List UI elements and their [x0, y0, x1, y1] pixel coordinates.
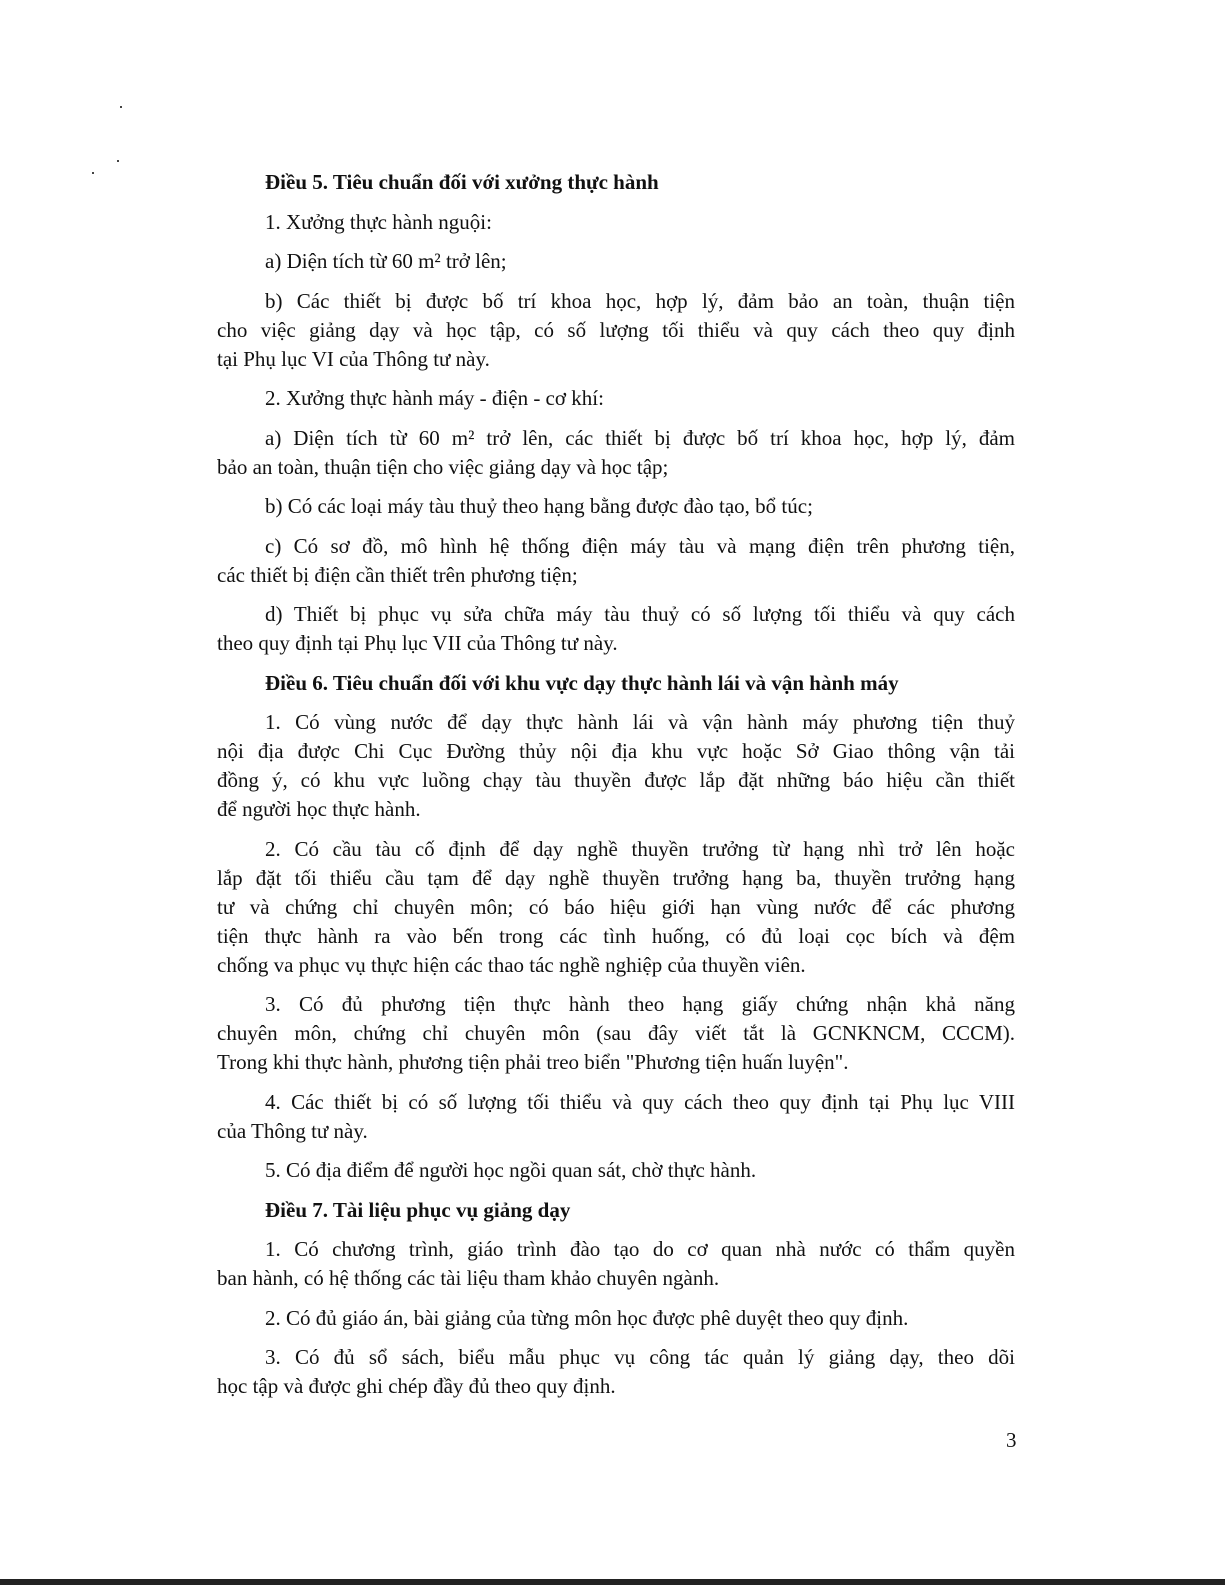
text-line: các thiết bị điện cần thiết trên phương tiện; [217, 562, 578, 587]
paragraph [217, 492, 1015, 521]
paragraph [217, 1304, 1015, 1333]
document-body [217, 168, 1015, 1401]
text-line: 5. Có địa điểm để người học ngồi quan sát, chờ thực hành. [265, 1158, 757, 1182]
text-line: ban hành, có hệ thống các tài liệu tham khảo chuyên ngành. [217, 1266, 720, 1290]
text-line: của Thông tư này. [217, 1118, 368, 1143]
text-line: c) Có sơ đồ, mô hình hệ thống điện máy tàu và mạng điện trên phương tiện, [265, 533, 1015, 558]
paragraph [217, 600, 1015, 658]
text-line: 2. Có cầu tàu cố định để dạy nghề thuyền trưởng từ hạng nhì trở lên hoặc [265, 836, 1015, 861]
text-line: tại Phụ lục VI của Thông tư này. [217, 346, 490, 371]
text-line: 2. Có đủ giáo án, bài giảng của từng môn học được phê duyệt theo quy định. [265, 1305, 909, 1330]
scan-speck [117, 160, 119, 162]
text-line: b) Có các loại máy tàu thuỷ theo hạng bằng được đào tạo, bổ túc; [265, 494, 813, 518]
text-line: để người học thực hành. [217, 797, 421, 821]
text-line: theo quy định tại Phụ lục VII của Thông tư này. [217, 631, 618, 655]
page-number: 3 [1006, 1428, 1017, 1452]
text-line: học tập và được ghi chép đầy đủ theo quy định. [217, 1374, 616, 1398]
article-heading [217, 1196, 1015, 1225]
paragraph [217, 835, 1015, 980]
paragraph [217, 247, 1015, 276]
scan-speck [120, 106, 122, 108]
paragraph [217, 208, 1015, 237]
scan-speck [92, 172, 94, 174]
text-line: 1. Có vùng nước để dạy thực hành lái và vận hành máy phương tiện thuỷ [265, 710, 1015, 734]
text-line: Trong khi thực hành, phương tiện phải treo biển "Phương tiện huấn luyện". [217, 1050, 849, 1074]
text-line: Điều 5. Tiêu chuẩn đối với xưởng thực hành [265, 170, 659, 194]
text-line: đồng ý, có khu vực luồng chạy tàu thuyền được lắp đặt những báo hiệu cần thiết [217, 768, 1015, 792]
text-line: lắp đặt tối thiểu cầu tạm để dạy nghề thuyền trưởng hạng ba, thuyền trưởng hạng [217, 865, 1015, 890]
text-line: bảo an toàn, thuận tiện cho việc giảng dạy và học tập; [217, 454, 669, 479]
text-line: 1. Xưởng thực hành nguội: [265, 209, 492, 234]
text-line: a) Diện tích từ 60 m² trở lên, các thiết bị được bố trí khoa học, hợp lý, đảm [265, 425, 1015, 450]
text-line: chống va phục vụ thực hiện các thao tác nghề nghiệp của thuyền viên. [217, 952, 806, 977]
text-line: b) Các thiết bị được bố trí khoa học, hợp lý, đảm bảo an toàn, thuận tiện [265, 288, 1015, 313]
article-heading [217, 669, 1015, 698]
paragraph [217, 384, 1015, 413]
paragraph [217, 990, 1015, 1077]
text-line: a) Diện tích từ 60 m² trở lên; [265, 249, 507, 273]
text-line: 1. Có chương trình, giáo trình đào tạo do cơ quan nhà nước có thẩm quyền [265, 1237, 1015, 1261]
text-line: nội địa được Chi Cục Đường thủy nội địa khu vực hoặc Sở Giao thông vận tải [217, 739, 1015, 763]
text-line: tư và chứng chỉ chuyên môn; có báo hiệu giới hạn vùng nước để các phương [217, 894, 1015, 919]
paragraph [217, 424, 1015, 482]
scan-edge [0, 1579, 1225, 1585]
paragraph [217, 708, 1015, 824]
article-heading [217, 168, 1015, 197]
text-line: 2. Xưởng thực hành máy - điện - cơ khí: [265, 386, 604, 410]
text-line: tiện thực hành ra vào bến trong các tình huống, có đủ loại cọc bích và đệm [217, 923, 1015, 948]
paragraph [217, 1156, 1015, 1185]
paragraph [217, 532, 1015, 590]
paragraph [217, 287, 1015, 374]
text-line: 4. Các thiết bị có số lượng tối thiểu và quy cách theo quy định tại Phụ lục VIII [265, 1089, 1015, 1114]
paragraph [217, 1343, 1015, 1401]
paragraph [217, 1235, 1015, 1293]
paragraph [217, 1088, 1015, 1146]
text-line: 3. Có đủ sổ sách, biểu mẫu phục vụ công tác quản lý giảng dạy, theo dõi [265, 1345, 1015, 1369]
text-line: Điều 7. Tài liệu phục vụ giảng dạy [265, 1197, 571, 1222]
text-line: cho việc giảng dạy và học tập, có số lượng tối thiểu và quy cách theo quy định [217, 317, 1015, 342]
text-line: 3. Có đủ phương tiện thực hành theo hạng giấy chứng nhận khả năng [265, 992, 1015, 1016]
text-line: chuyên môn, chứng chỉ chuyên môn (sau đây viết tắt là GCNKNCM, CCCM). [217, 1021, 1015, 1045]
text-line: d) Thiết bị phục vụ sửa chữa máy tàu thuỷ có số lượng tối thiểu và quy cách [265, 602, 1015, 626]
text-line: Điều 6. Tiêu chuẩn đối với khu vực dạy thực hành lái và vận hành máy [265, 670, 899, 695]
